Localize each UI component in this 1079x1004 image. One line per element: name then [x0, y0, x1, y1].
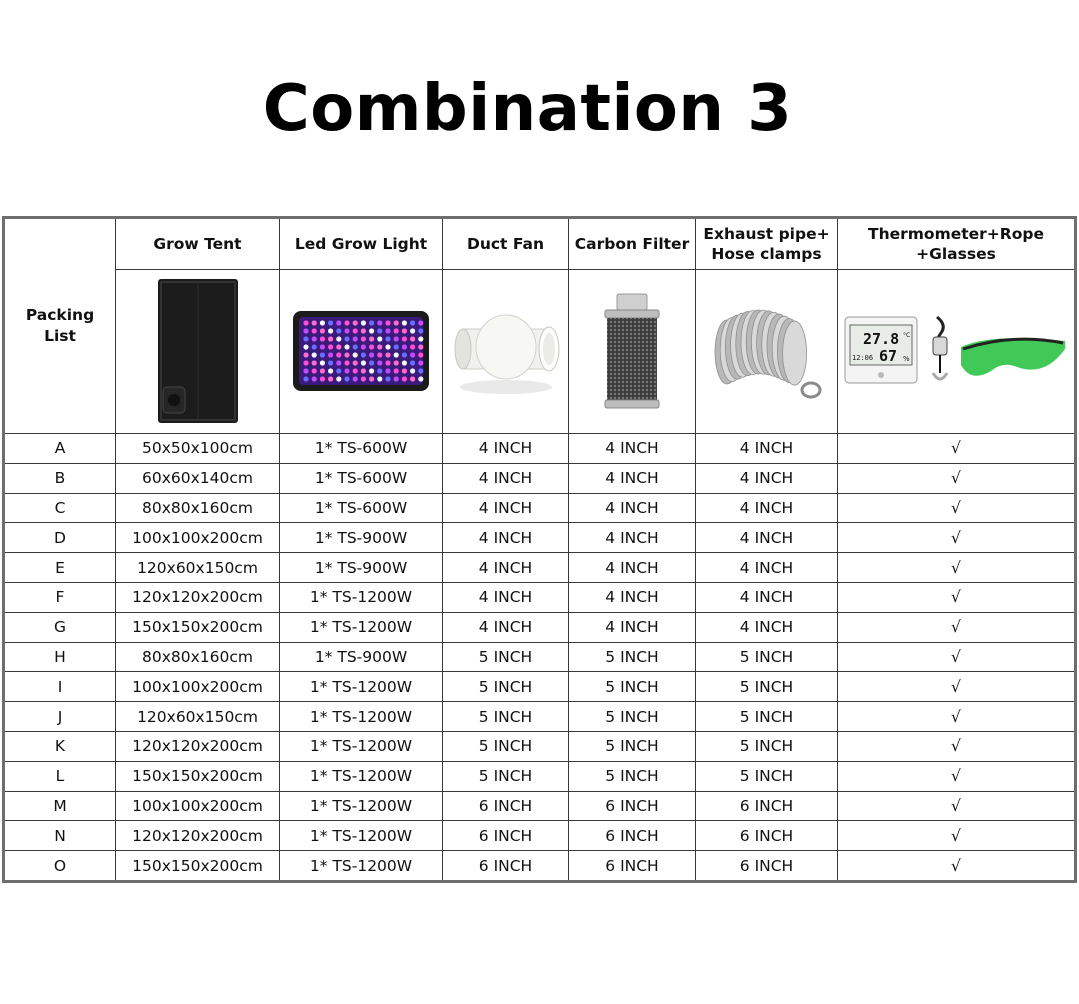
- exhaust-pipe-size: 4 INCH: [696, 523, 838, 553]
- exhaust-pipe-size: 4 INCH: [696, 582, 838, 612]
- accessories-check: √: [838, 702, 1076, 732]
- carbon-filter-size: 4 INCH: [569, 463, 696, 493]
- carbon-filter-size: 5 INCH: [569, 761, 696, 791]
- duct-fan-size: 4 INCH: [443, 523, 569, 553]
- duct-fan-size: 4 INCH: [443, 434, 569, 464]
- duct-fan-size: 5 INCH: [443, 702, 569, 732]
- accessories-check: √: [838, 612, 1076, 642]
- exhaust-pipe-size: 6 INCH: [696, 791, 838, 821]
- accessories-check: √: [838, 523, 1076, 553]
- accessories-check: √: [838, 582, 1076, 612]
- led-light: 1* TS-600W: [280, 493, 443, 523]
- packing-letter: E: [4, 553, 116, 583]
- table-row: [4, 493, 1076, 523]
- grow-tent-size: 120x120x200cm: [116, 582, 280, 612]
- carbon-filter-size: 6 INCH: [569, 851, 696, 882]
- table-row: [4, 821, 1076, 851]
- carbon-filter-icon: [597, 292, 667, 412]
- grow-tent-size: 100x100x200cm: [116, 672, 280, 702]
- duct-fan-size: 5 INCH: [443, 761, 569, 791]
- exhaust-pipe-size: 6 INCH: [696, 821, 838, 851]
- packing-letter: J: [4, 702, 116, 732]
- duct-fan-size: 5 INCH: [443, 642, 569, 672]
- grow-tent-size: 100x100x200cm: [116, 523, 280, 553]
- duct-fan-size: 4 INCH: [443, 493, 569, 523]
- exhaust-pipe-size: 5 INCH: [696, 672, 838, 702]
- accessories-check: √: [838, 851, 1076, 882]
- led-light: 1* TS-900W: [280, 523, 443, 553]
- packing-letter: H: [4, 642, 116, 672]
- exhaust-pipe-image: [696, 270, 838, 434]
- col-header-exhaust-pipe: Exhaust pipe+ Hose clamps: [696, 218, 838, 270]
- carbon-filter-size: 4 INCH: [569, 493, 696, 523]
- carbon-filter-image: [569, 270, 696, 434]
- duct-fan-icon: [451, 307, 561, 397]
- exhaust-pipe-icon: [709, 302, 825, 402]
- table-row: [4, 702, 1076, 732]
- grow-tent-size: 150x150x200cm: [116, 851, 280, 882]
- accessories-check: √: [838, 791, 1076, 821]
- led-light: 1* TS-1200W: [280, 702, 443, 732]
- table-row: [4, 851, 1076, 882]
- packing-letter: G: [4, 612, 116, 642]
- led-light: 1* TS-1200W: [280, 851, 443, 882]
- carbon-filter-size: 4 INCH: [569, 582, 696, 612]
- duct-fan-size: 5 INCH: [443, 672, 569, 702]
- exhaust-pipe-size: 4 INCH: [696, 612, 838, 642]
- exhaust-pipe-size: 5 INCH: [696, 761, 838, 791]
- table-row: [4, 553, 1076, 583]
- packing-letter: N: [4, 821, 116, 851]
- packing-letter: O: [4, 851, 116, 882]
- carbon-filter-size: 5 INCH: [569, 642, 696, 672]
- packing-list-header: Packing List: [4, 218, 116, 434]
- duct-fan-size: 6 INCH: [443, 791, 569, 821]
- thermometer-rope-glasses-icon: [841, 307, 1071, 397]
- grow-tent-size: 80x80x160cm: [116, 493, 280, 523]
- grow-tent-size: 80x80x160cm: [116, 642, 280, 672]
- table-row: [4, 434, 1076, 464]
- accessories-check: √: [838, 434, 1076, 464]
- led-grow-light-image: [280, 270, 443, 434]
- exhaust-pipe-size: 5 INCH: [696, 642, 838, 672]
- led-light: 1* TS-1200W: [280, 731, 443, 761]
- packing-letter: B: [4, 463, 116, 493]
- duct-fan-size: 4 INCH: [443, 463, 569, 493]
- accessories-check: √: [838, 463, 1076, 493]
- table-row: [4, 523, 1076, 553]
- packing-letter: F: [4, 582, 116, 612]
- accessories-check: √: [838, 821, 1076, 851]
- carbon-filter-size: 4 INCH: [569, 612, 696, 642]
- col-header-carbon-filter: Carbon Filter: [569, 218, 696, 270]
- svg-text:%: %: [903, 354, 910, 363]
- table-row: [4, 791, 1076, 821]
- table-row: [4, 761, 1076, 791]
- accessories-image: [838, 270, 1076, 434]
- duct-fan-image: [443, 270, 569, 434]
- svg-text:27.8: 27.8: [863, 329, 900, 348]
- grow-tent-size: 120x120x200cm: [116, 731, 280, 761]
- grow-tent-size: 120x60x150cm: [116, 702, 280, 732]
- duct-fan-size: 5 INCH: [443, 731, 569, 761]
- led-light: 1* TS-900W: [280, 642, 443, 672]
- packing-letter: A: [4, 434, 116, 464]
- packing-letter: M: [4, 791, 116, 821]
- accessories-check: √: [838, 731, 1076, 761]
- duct-fan-size: 4 INCH: [443, 612, 569, 642]
- carbon-filter-size: 5 INCH: [569, 702, 696, 732]
- packing-letter: L: [4, 761, 116, 791]
- led-panel-icon: [291, 307, 431, 397]
- accessories-check: √: [838, 672, 1076, 702]
- page-title: Combination 3: [262, 72, 793, 146]
- carbon-filter-size: 6 INCH: [569, 791, 696, 821]
- duct-fan-size: 4 INCH: [443, 553, 569, 583]
- grow-tent-icon: [152, 277, 244, 427]
- table-row: [4, 642, 1076, 672]
- grow-tent-size: 60x60x140cm: [116, 463, 280, 493]
- carbon-filter-size: 4 INCH: [569, 523, 696, 553]
- accessories-check: √: [838, 493, 1076, 523]
- duct-fan-size: 4 INCH: [443, 582, 569, 612]
- packing-letter: K: [4, 731, 116, 761]
- exhaust-pipe-size: 6 INCH: [696, 851, 838, 882]
- carbon-filter-size: 5 INCH: [569, 731, 696, 761]
- led-light: 1* TS-1200W: [280, 791, 443, 821]
- grow-tent-size: 120x60x150cm: [116, 553, 280, 583]
- led-light: 1* TS-600W: [280, 434, 443, 464]
- led-light: 1* TS-1200W: [280, 821, 443, 851]
- exhaust-pipe-size: 4 INCH: [696, 493, 838, 523]
- led-light: 1* TS-900W: [280, 553, 443, 583]
- led-light: 1* TS-600W: [280, 463, 443, 493]
- table-row: [4, 582, 1076, 612]
- svg-text:67: 67: [879, 346, 898, 365]
- accessories-check: √: [838, 553, 1076, 583]
- exhaust-pipe-size: 5 INCH: [696, 731, 838, 761]
- grow-tent-size: 150x150x200cm: [116, 612, 280, 642]
- grow-tent-size: 50x50x100cm: [116, 434, 280, 464]
- table-row: [4, 731, 1076, 761]
- exhaust-pipe-size: 5 INCH: [696, 702, 838, 732]
- packing-letter: C: [4, 493, 116, 523]
- col-header-grow-tent: Grow Tent: [116, 218, 280, 270]
- svg-text:°C: °C: [903, 331, 911, 339]
- grow-tent-size: 120x120x200cm: [116, 821, 280, 851]
- carbon-filter-size: 5 INCH: [569, 672, 696, 702]
- carbon-filter-size: 4 INCH: [569, 553, 696, 583]
- col-header-accessories: Thermometer+Rope +Glasses: [838, 218, 1076, 270]
- exhaust-pipe-size: 4 INCH: [696, 434, 838, 464]
- accessories-check: √: [838, 642, 1076, 672]
- packing-table: [2, 216, 1077, 883]
- exhaust-pipe-size: 4 INCH: [696, 463, 838, 493]
- col-header-duct-fan: Duct Fan: [443, 218, 569, 270]
- col-header-led-grow-light: Led Grow Light: [280, 218, 443, 270]
- table-row: [4, 672, 1076, 702]
- grow-tent-size: 100x100x200cm: [116, 791, 280, 821]
- led-light: 1* TS-1200W: [280, 672, 443, 702]
- duct-fan-size: 6 INCH: [443, 821, 569, 851]
- led-light: 1* TS-1200W: [280, 612, 443, 642]
- exhaust-pipe-size: 4 INCH: [696, 553, 838, 583]
- led-light: 1* TS-1200W: [280, 582, 443, 612]
- led-light: 1* TS-1200W: [280, 761, 443, 791]
- duct-fan-size: 6 INCH: [443, 851, 569, 882]
- grow-tent-size: 150x150x200cm: [116, 761, 280, 791]
- carbon-filter-size: 6 INCH: [569, 821, 696, 851]
- carbon-filter-size: 4 INCH: [569, 434, 696, 464]
- table-row: [4, 463, 1076, 493]
- svg-text:12:06: 12:06: [852, 353, 874, 362]
- packing-letter: D: [4, 523, 116, 553]
- packing-letter: I: [4, 672, 116, 702]
- grow-tent-image: [116, 270, 280, 434]
- accessories-check: √: [838, 761, 1076, 791]
- table-row: [4, 612, 1076, 642]
